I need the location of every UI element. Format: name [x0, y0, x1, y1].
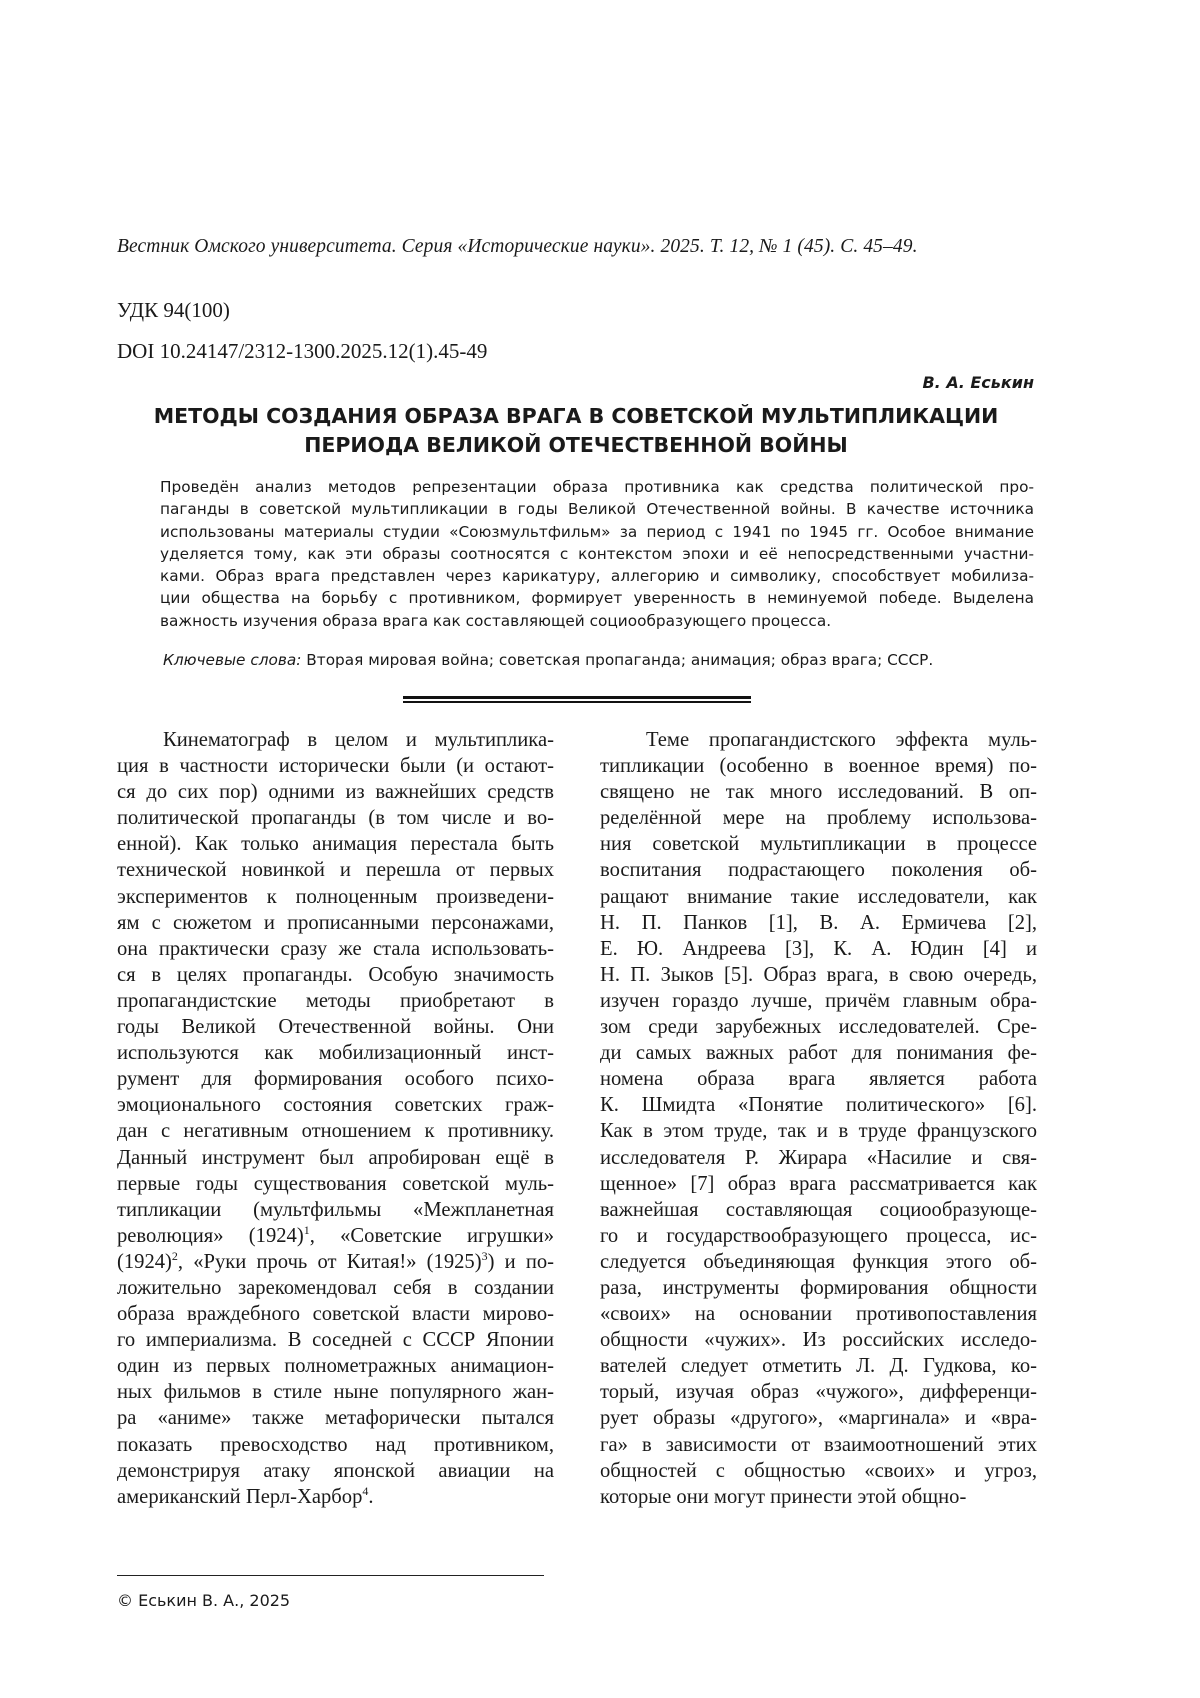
body-line: ния советской мультипликации в процессе	[600, 833, 1037, 856]
body-line: Как в этом труде, так и в труде французского	[600, 1120, 1037, 1143]
doi: DOI 10.24147/2312-1300.2025.12(1).45-49	[117, 339, 488, 363]
body-line: ложительно зарекомендовал себя в создании	[117, 1276, 554, 1299]
udc-code: УДК 94(100)	[117, 298, 230, 322]
abstract-line: ками. Образ врага представлен через карикатуру, аллегорию и символику, способствует мобилиза-	[160, 567, 1034, 586]
body-line: Н. П. Панков [1], В. А. Ермичева [2],	[600, 911, 1037, 934]
abstract-line: ции общества на борьбу с противником, формирует уверенность в неминуемой победе. Выделена	[160, 589, 1034, 608]
body-line: ся в целях пропаганды. Особую значимость	[117, 963, 554, 986]
body-line: важнейшая составляющая социообразующе-	[600, 1198, 1037, 1221]
body-line: ных фильмов в стиле ныне популярного жан-	[117, 1381, 554, 1404]
body-line: Кинематограф в целом и мультиплика-	[163, 729, 554, 751]
body-line: типликации (мультфильмы «Межпланетная	[117, 1198, 554, 1221]
section-separator	[403, 696, 751, 704]
journal-citation: Вестник Омского университета. Серия «Исторические науки». 2025. Т. 12, № 1 (45). С. 45–49.	[117, 236, 918, 257]
body-line: ям с сюжетом и прописанными персонажами,	[117, 911, 554, 934]
body-line: Е. Ю. Андреева [3], К. А. Юдин [4] и	[600, 937, 1037, 960]
separator-thin-rule	[403, 701, 751, 703]
body-text: , «Руки прочь от Китая!» (1925)	[177, 1250, 482, 1273]
body-line: Теме пропагандистского эффекта муль-	[646, 729, 1037, 751]
body-line: изучен гораздо лучше, причём главным обра-	[600, 989, 1037, 1012]
body-text: , «Советские игрушки»	[309, 1224, 554, 1247]
body-text: революция» (1924)	[117, 1224, 304, 1247]
keywords-label: Ключевые слова:	[163, 651, 302, 669]
title-line: МЕТОДЫ СОЗДАНИЯ ОБРАЗА ВРАГА В СОВЕТСКОЙ МУЛЬТИПЛИКАЦИИ	[153, 404, 999, 428]
body-line: Данный инструмент был апробирован ещё в	[117, 1146, 554, 1169]
body-line: Н. П. Зыков [5]. Образ врага, в свою очередь,	[600, 963, 1037, 986]
separator-thick-rule	[403, 696, 751, 699]
footnote-marker: 4	[362, 1483, 369, 1498]
body-line: пропагандистские методы приобретают в	[117, 989, 554, 1012]
copyright: © Еськин В. А., 2025	[117, 1591, 291, 1610]
body-line: го империализма. В соседней с СССР Японии	[117, 1329, 554, 1352]
body-line: рует образы «другого», «маргинала» и «вра-	[600, 1407, 1037, 1430]
body-line: используются как мобилизационный инст-	[117, 1042, 554, 1065]
keywords	[163, 651, 933, 669]
body-line: типликации (особенно в военное время) по-	[600, 755, 1037, 778]
body-line: енной). Как только анимация перестала быть	[117, 833, 554, 856]
body-column-right	[600, 727, 1037, 1510]
abstract	[160, 476, 1034, 632]
keywords-text: Вторая мировая война; советская пропаганда; анимация; образ врага; СССР.	[301, 651, 934, 669]
body-line	[117, 1249, 554, 1275]
body-text: ) и по-	[487, 1250, 554, 1273]
body-line	[117, 1484, 554, 1510]
body-line: исследователя Р. Жирара «Насилие и свя-	[600, 1146, 1037, 1169]
body-line: ся до сих пор) одними из важнейших средств	[117, 781, 554, 804]
body-line	[117, 1223, 554, 1249]
body-line: следуется объединяющая функция этого об-	[600, 1250, 1037, 1273]
body-line: щенное» [7] образ врага рассматривается как	[600, 1172, 1037, 1195]
title-line: ПЕРИОДА ВЕЛИКОЙ ОТЕЧЕСТВЕННОЙ ВОЙНЫ	[304, 433, 848, 457]
body-line: которые они могут принести этой общно-	[600, 1485, 967, 1508]
article-title	[117, 402, 1035, 460]
body-text: (1924)	[117, 1250, 172, 1273]
body-line: ращают внимание такие исследователи, как	[600, 885, 1037, 908]
footnote-marker: 3	[481, 1249, 488, 1264]
body-line: вателей следует отметить Л. Д. Гудкова, ко-	[600, 1355, 1037, 1378]
body-line: общности «чужих». Из российских исследо-	[600, 1329, 1037, 1352]
body-line: показать превосходство над противником,	[117, 1433, 554, 1456]
footnote-marker: 2	[171, 1249, 178, 1264]
abstract-line: важность изучения образа врага как составляющей социообразующего процесса.	[160, 611, 832, 630]
body-column-left	[117, 727, 554, 1510]
body-line: ди самых важных работ для понимания фе-	[600, 1042, 1037, 1065]
body-line: один из первых полнометражных анимацион-	[117, 1355, 554, 1378]
body-line: номена образа врага является работа	[600, 1068, 1037, 1091]
body-line: эмоционального состояния советских граж-	[117, 1094, 554, 1117]
abstract-line: уделяется тому, как эти образы соотносятся с контекстом эпохи и её непосредственными участни-	[160, 544, 1034, 563]
body-line: «своих» на основании противопоставления	[600, 1303, 1037, 1326]
body-text: .	[368, 1485, 374, 1508]
body-line: го и государствообразующего процесса, ис-	[600, 1224, 1037, 1247]
body-line: К. Шмидта «Понятие политического» [6].	[600, 1094, 1037, 1117]
body-line: образа враждебного советской власти мирово-	[117, 1303, 554, 1326]
body-line: торый, изучая образ «чужого», дифференци-	[600, 1381, 1037, 1404]
body-line: румент для формирования особого психо-	[117, 1068, 554, 1091]
body-line: первые годы существования советской муль-	[117, 1172, 554, 1195]
body-line: технической новинкой и перешла от первых	[117, 859, 554, 882]
body-text: американский Перл-Харбор	[117, 1485, 363, 1508]
body-line: священо не так много исследований. В оп-	[600, 781, 1037, 804]
body-line: дан с негативным отношением к противнику.	[117, 1120, 554, 1143]
body-line: экспериментов к полноценным произведени-	[117, 885, 554, 908]
footnote-marker: 1	[303, 1222, 310, 1237]
body-line: годы Великой Отечественной войны. Они	[117, 1016, 554, 1039]
author-name: В. А. Еськин	[922, 373, 1034, 392]
body-line: ределённой мере на проблему использова-	[600, 807, 1037, 830]
body-line: раза, инструменты формирования общности	[600, 1276, 1037, 1299]
abstract-line: паганды в советской мультипликации в годы Великой Отечественной войны. В качестве источника	[160, 500, 1034, 519]
body-line: политической пропаганды (в том числе и во-	[117, 807, 554, 830]
body-line: общностей с общностью «своих» и угроз,	[600, 1459, 1037, 1482]
body-line: га» в зависимости от взаимоотношений этих	[600, 1433, 1037, 1456]
body-line: она практически сразу же стала использовать-	[117, 937, 554, 960]
abstract-line: Проведён анализ методов репрезентации образа противника как средства политической про-	[160, 478, 1034, 496]
body-line: зом среди зарубежных исследователей. Сре-	[600, 1016, 1037, 1039]
body-line: воспитания подрастающего поколения об-	[600, 859, 1037, 882]
body-line: ра «аниме» также метафорически пытался	[117, 1407, 554, 1430]
body-line: демонстрируя атаку японской авиации на	[117, 1459, 554, 1482]
abstract-line: использованы материалы студии «Союзмультфильм» за период с 1941 по 1945 гг. Особое внимание	[160, 522, 1034, 541]
body-line: ция в частности исторически были (и остают-	[117, 755, 554, 778]
footnote-rule	[117, 1575, 544, 1576]
